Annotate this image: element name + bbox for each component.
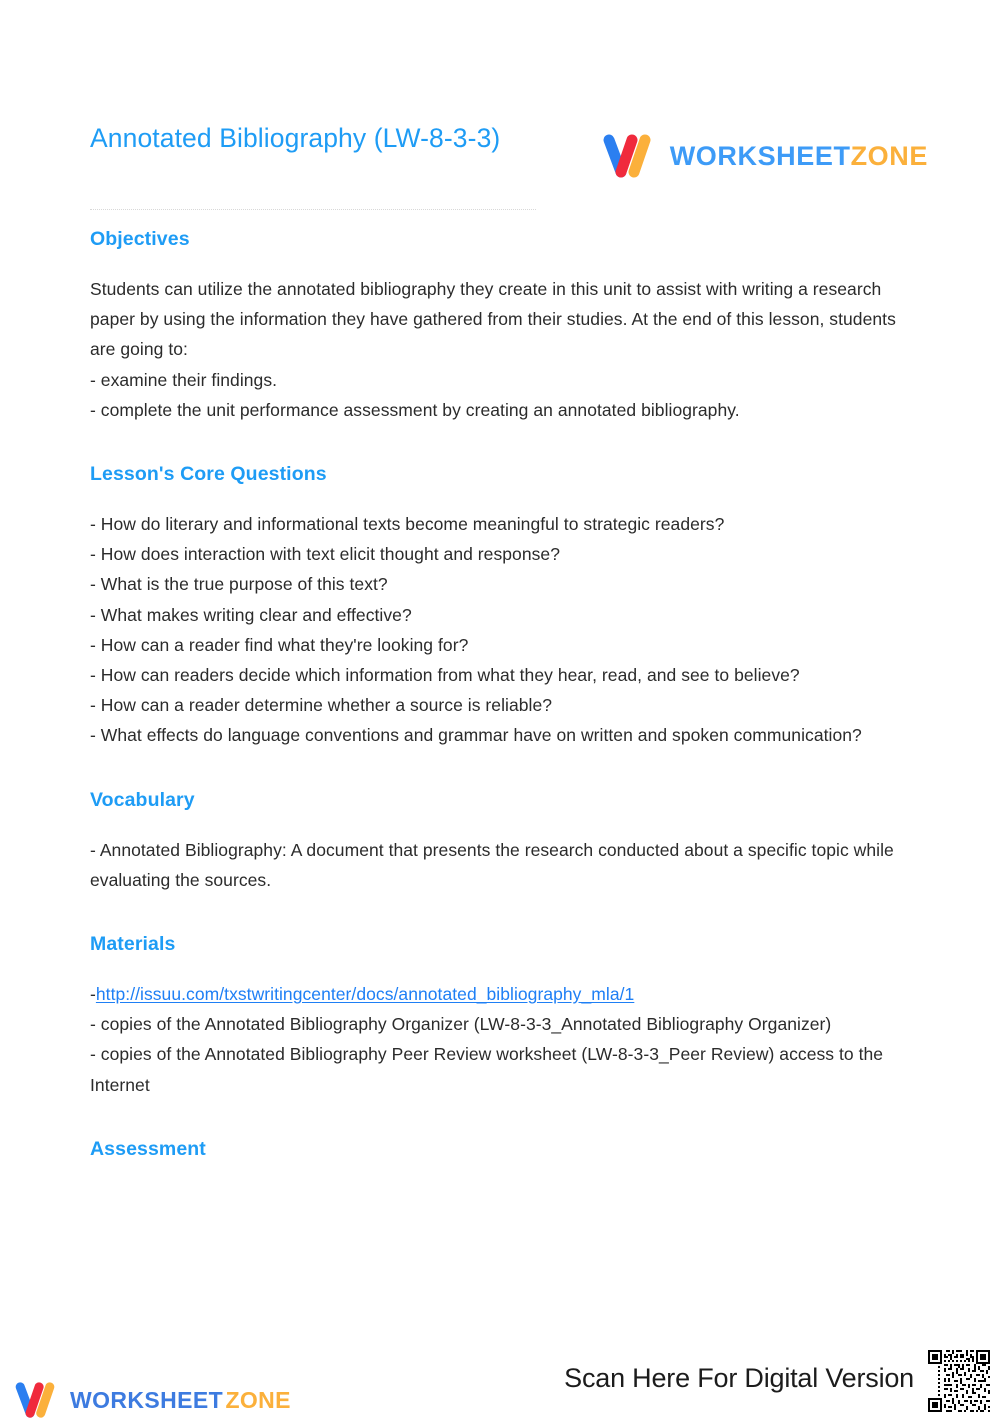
materials-source-link[interactable]: http://issuu.com/txstwritingcenter/docs/annotated_bibliography_mla/1 xyxy=(95,984,635,1005)
paragraph: - Annotated Bibliography: A document that presents the research conducted about a specific topic while evaluating the sources. xyxy=(90,839,894,890)
page-footer xyxy=(0,1340,1000,1414)
paragraph: - How can readers decide which information from what they hear, read, and see to believe? xyxy=(90,665,800,686)
brand-logo-header xyxy=(599,132,928,180)
brand-wordmark xyxy=(670,141,928,172)
footer-word-primary: WORKSHEET xyxy=(70,1386,224,1413)
section-assessment xyxy=(90,1134,918,1164)
paragraph: Students can utilize the annotated bibliography they create in this unit to assist with writing a research paper by using the information they have gathered from their studies. At the end of this lesson, students are going to: xyxy=(90,279,896,360)
worksheet-content xyxy=(90,224,918,1184)
title-divider xyxy=(90,209,536,210)
section-materials xyxy=(90,929,918,1100)
paragraph: - What effects do language conventions and grammar have on written and spoken communication? xyxy=(90,725,862,746)
section-heading-assessment: Assessment xyxy=(90,1137,206,1160)
section-body-vocabulary xyxy=(90,835,918,895)
paragraph: - copies of the Annotated Bibliography Peer Review worksheet (LW-8-3-3_Peer Review) access to the Internet xyxy=(90,1044,884,1095)
section-lessons-core-questions xyxy=(90,459,918,751)
paragraph: - How can a reader determine whether a source is reliable? xyxy=(90,695,553,716)
section-heading-vocabulary: Vocabulary xyxy=(90,788,195,811)
page-title: Annotated Bibliography (LW-8-3-3) xyxy=(90,123,501,153)
paragraph: - complete the unit performance assessment by creating an annotated bibliography. xyxy=(90,399,740,420)
paragraph: - How do literary and informational texts become meaningful to strategic readers? xyxy=(90,514,725,535)
footer-wordmark xyxy=(70,1387,291,1414)
qr-code-icon[interactable] xyxy=(926,1348,992,1414)
scan-digital-version xyxy=(564,1348,992,1414)
section-heading-materials: Materials xyxy=(90,933,176,956)
worksheetzone-w-logo-icon xyxy=(12,1380,58,1420)
paragraph: - How does interaction with text elicit thought and response? xyxy=(90,544,560,565)
section-heading-objectives: Objectives xyxy=(90,228,190,250)
page-header xyxy=(90,118,928,213)
scan-label: Scan Here For Digital Version xyxy=(564,1362,914,1393)
list-dash: - xyxy=(90,984,96,1005)
brand-word-primary: WORKSHEET xyxy=(669,140,851,171)
section-vocabulary xyxy=(90,785,918,895)
section-body-objectives xyxy=(90,274,918,425)
paragraph: - How can a reader find what they're looking for? xyxy=(90,634,469,655)
section-body-materials xyxy=(90,979,918,1100)
brand-logo-footer xyxy=(12,1380,291,1420)
paragraph: - What makes writing clear and effective? xyxy=(90,604,412,625)
section-heading-lessons-core-questions: Lesson's Core Questions xyxy=(90,463,327,486)
footer-word-secondary: ZONE xyxy=(225,1386,291,1413)
paragraph: - copies of the Annotated Bibliography Organizer (LW-8-3-3_Annotated Bibliography Organizer) xyxy=(90,1014,832,1035)
brand-word-secondary: ZONE xyxy=(850,140,928,171)
section-body-lessons-core-questions xyxy=(90,509,918,751)
section-objectives xyxy=(90,224,918,425)
worksheetzone-w-logo-icon xyxy=(599,132,655,180)
paragraph: - What is the true purpose of this text? xyxy=(90,574,388,595)
paragraph: - examine their findings. xyxy=(90,369,278,390)
materials-link-line xyxy=(90,979,918,1009)
